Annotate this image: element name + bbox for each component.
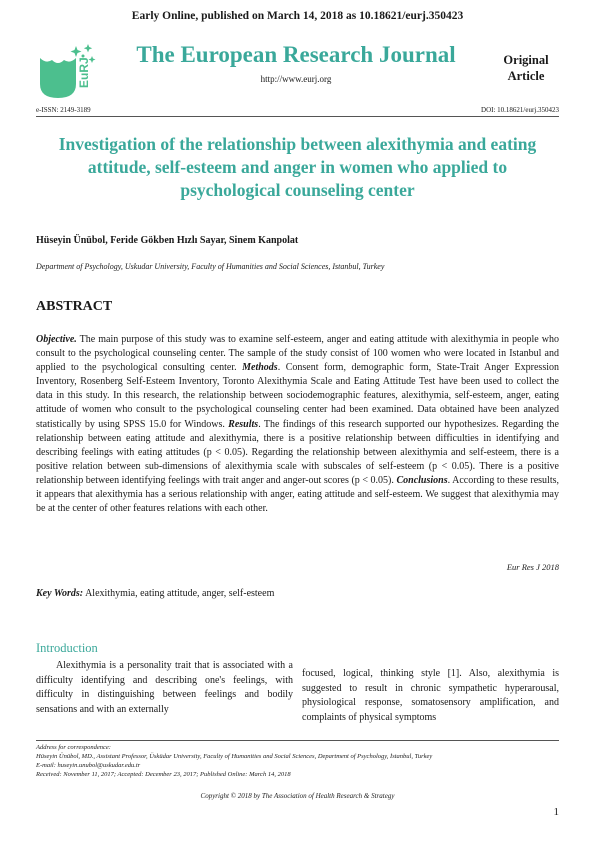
results-label: Results <box>228 418 259 430</box>
footnote-dates: Received: November 11, 2017; Accepted: December 23, 2017; Published Online: March 14, 2018 <box>36 771 291 778</box>
objective-label: Objective. <box>36 334 77 345</box>
methods-label: Methods <box>242 362 278 374</box>
correspondence-footnote <box>36 743 432 779</box>
logo-text: EuRJ <box>77 57 91 88</box>
intro-column-left: Alexithymia is a personality trait that is associated with a difficulty identifying and describing one's feelings, with difficulty in distinguishing between feelings and bodily sensations and with an externally <box>36 660 293 715</box>
methods-text: . Consent form, demographic form, State-Trait Anger Expression Inventory, Rosenberg Self-Esteem Inventory, Toronto Alexithymia Scale and Eating Attitude Test have been used to collect the data in this study. In this research, the relationship between sociodemographic features, alexithymia, self-esteem, anger, eating attitude of women who consult to the psychological counseling center had been examined. Data obtained have been analyzed statistically by using SPSS 15.0 for Windows. <box>36 362 559 430</box>
journal-title: The European Research Journal <box>136 42 456 67</box>
journal-url[interactable]: http://www.eurj.org <box>260 74 332 84</box>
conclusions-label: Conclusions <box>396 474 448 486</box>
introduction-heading: Introduction <box>36 641 98 655</box>
footnote-divider <box>36 740 559 741</box>
article-type <box>486 52 566 84</box>
footnote-email: E-mail: huseyin.unubol@uskudar.edu.tr <box>36 762 141 769</box>
eissn: e-ISSN: 2149-3189 <box>36 106 91 114</box>
header-divider <box>36 116 559 117</box>
citation: Eur Res J 2018 <box>506 562 559 572</box>
article-type-line2: Article <box>507 69 545 83</box>
paper-title: Investigation of the relationship between alexithymia and eating attitude, self-esteem and anger in women who applied to psychological counseling center <box>58 134 537 200</box>
abstract-body <box>36 333 559 516</box>
footnote-line2: Hüseyin Ünübol, MD., Assistant Professor, Üsküdar University, Faculty of Humanities and Social Sciences, Department of Psychology, İstanbul, Turkey <box>36 753 433 760</box>
intro-column-right: focused, logical, thinking style [1]. Also, alexithymia is suggested to result in chronic sympathetic hyperarousal, physiological response, somatosensory amplification, and complaints of physical symptoms <box>302 668 559 723</box>
keywords <box>36 588 274 599</box>
footnote-line1: Address for correspondence: <box>36 744 111 751</box>
copyright: Copyright © 2018 by The Association of Health Research & Strategy <box>200 792 395 800</box>
journal-logo <box>36 40 100 102</box>
doi: DOI: 10.18621/eurj.350423 <box>481 106 559 114</box>
keywords-label: Key Words: <box>36 588 84 599</box>
affiliation: Department of Psychology, Uskudar University, Faculty of Humanities and Social Sciences, Istanbul, Turkey <box>36 262 385 271</box>
page-number: 1 <box>553 806 559 818</box>
article-type-line1: Original <box>503 53 549 67</box>
early-online-notice: Early Online, published on March 14, 2018 as 10.18621/eurj.350423 <box>131 10 464 22</box>
keywords-text: Alexithymia, eating attitude, anger, self-esteem <box>83 588 275 599</box>
abstract-heading: ABSTRACT <box>36 299 113 314</box>
conclusions-text: . According to these results, it appears that alexithymia has a serious relationship with anger, eating attitude and self-esteem. We suggest that alexithymia may be at the center of other features relations with each other. <box>36 474 559 515</box>
authors: Hüseyin Ünübol, Feride Gökben Hızlı Sayar, Sinem Kanpolat <box>36 235 299 246</box>
tulip-icon <box>40 58 76 98</box>
objective-text: The main purpose of this study was to examine self-esteem, anger and eating attitude with alexithymia in people who consult to the psychological counseling center. The sample of the study consist of 100 women who were located in Istanbul and applied to the psychological consulting center. <box>36 334 559 374</box>
results-text: . The findings of this research supported our hypothesizes. Regarding the relationship between eating attitude and alexithymia, there is a positive relationship between difficulties in identifying and describing feelings with eating attitudes (p < 0.05). Regarding the relationship between alexithymia and self-esteem, there is a positive relation between sub-dimensions of alexithymia scale with subscales of self-esteem (p < 0.05). There is a positive relationship between identifying feelings with trait anger and anger-out scores (p < 0.05). <box>36 418 559 486</box>
